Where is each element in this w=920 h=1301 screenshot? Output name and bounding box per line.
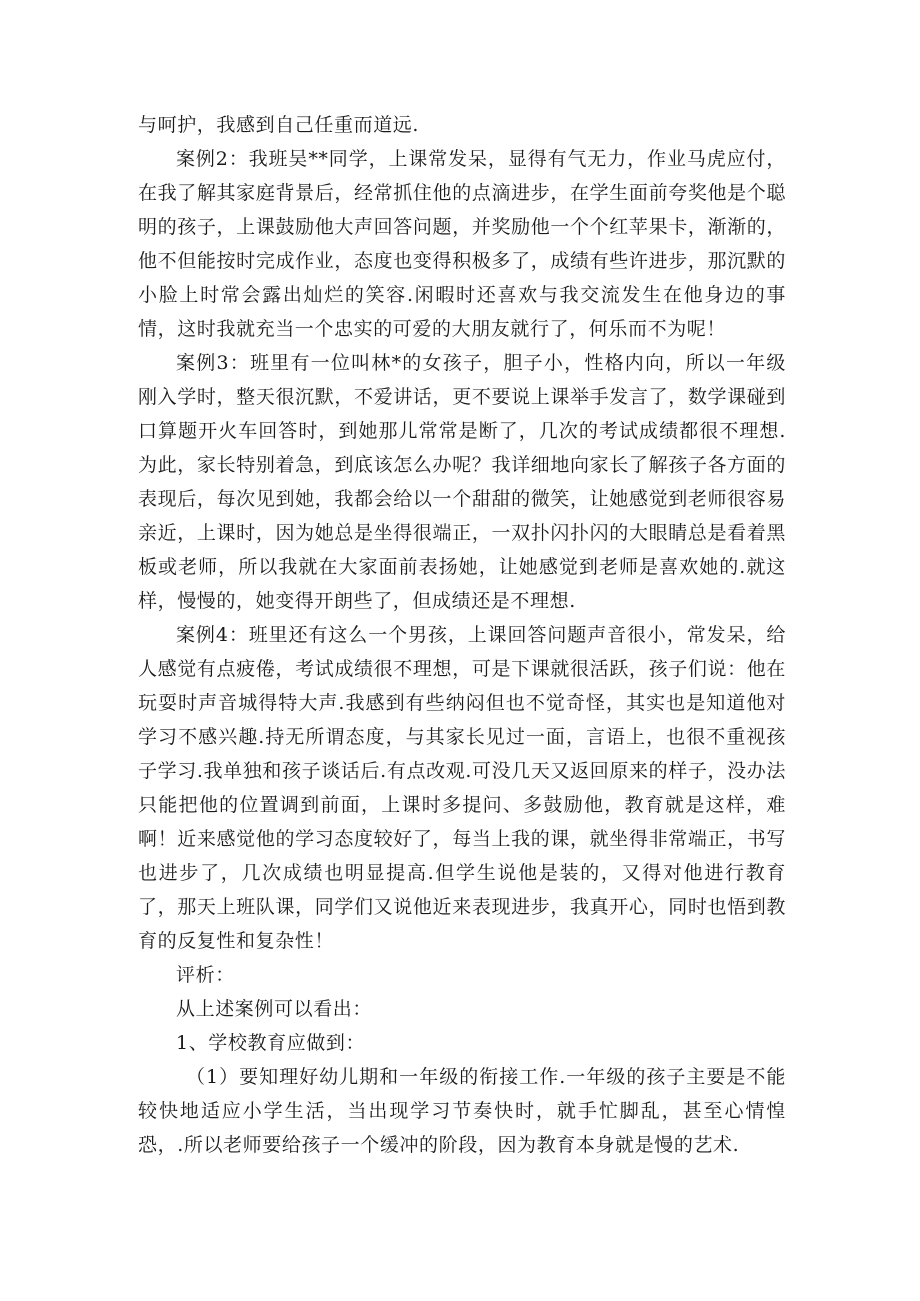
paragraph-case-4: 案例4：班里还有这么一个男孩，上课回答问题声音很小，常发呆，给人感觉有点疲倦，考试成绩很不理想，可是下课就很活跃，孩子们说：他在玩耍时声音城得特大声.我感到有些纳闷但也不觉奇怪，其实也是知道他对学习不感兴趣.持无所谓态度，与其家长见过一面，言语上，也很不重视孩子学习.我单独和孩子谈话后.有点改观.可没几天又返回原来的样子，没办法只能把他的位置调到前面，上课时多提问、多鼓励他，教育就是这样，难啊！近来感觉他的学习态度较好了，每当上我的课，就坐得非常端正，书写也进步了，几次成绩也明显提高.但学生说他是装的，又得对他进行教育了，那天上班队课，同学们又说他近来表现进步，我真开心，同时也悟到教育的反复性和复杂性！ — [138, 624, 786, 952]
paragraph-case-3: 案例3：班里有一位叫林*的女孩子，胆子小，性格内向，所以一年级刚入学时，整天很沉默，不爱讲话，更不要说上课举手发言了，数学课碰到口算题开火车回答时，到她那儿常常是断了，几次的考试成绩都很不理想.为此，家长特别着急，到底该怎么办呢？我详细地向家长了解孩子各方面的表现后，每次见到她，我都会给以一个甜甜的微笑，让她感觉到老师很容易亲近，上课时，因为她总是坐得很端正，一双扑闪扑闪的大眼睛总是看着黑板或老师，所以我就在大家面前表扬她，让她感觉到老师是喜欢她的.就这样，慢慢的，她变得开朗些了，但成绩还是不理想. — [138, 352, 786, 612]
document-body — [138, 108, 786, 1162]
paragraph-summary-intro: 从上述案例可以看出： — [176, 998, 373, 1020]
paragraph-analysis-heading: 评析： — [176, 964, 235, 986]
paragraph-point-1: （1）要知理好幼儿期和一年级的衔接工作.一年级的孩子主要是不能较快地适应小学生活，当出现学习节奏快时，就手忙脚乱，甚至心情惶恐，.所以老师要给孩子一个缓冲的阶段，因为教育本身就是慢的艺术. — [138, 1066, 786, 1156]
paragraph-school-education-heading: 1、学校教育应做到： — [176, 1032, 366, 1054]
paragraph-continuation: 与呵护，我感到自己任重而道远. — [138, 114, 420, 136]
paragraph-case-2: 案例2：我班吴**同学，上课常发呆，显得有气无力，作业马虎应付，在我了解其家庭背景后，经常抓住他的点滴进步，在学生面前夸奖他是个聪明的孩子，上课鼓励他大声回答问题，并奖励他一个个红苹果卡，渐渐的，他不但能按时完成作业，态度也变得积极多了，成绩有些许进步，那沉默的小脸上时常会露出灿烂的笑容.闲暇时还喜欢与我交流发生在他身边的事情，这时我就充当一个忠实的可爱的大朋友就行了，何乐而不为呢！ — [138, 148, 786, 340]
